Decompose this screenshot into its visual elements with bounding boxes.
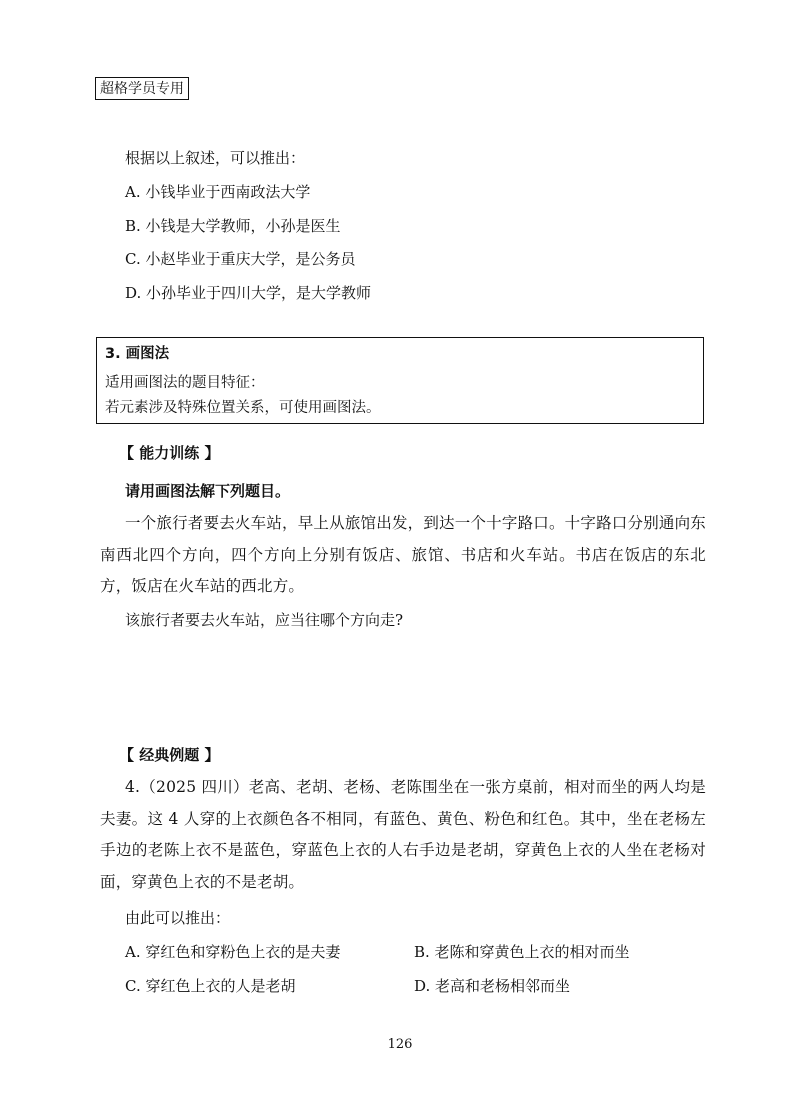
example-option-b: B. 老陈和穿黄色上衣的相对而坐 xyxy=(414,943,630,961)
option-d: D. 小孙毕业于四川大学，是大学教师 xyxy=(125,284,372,302)
method-box xyxy=(96,337,704,424)
example-option-c: C. 穿红色上衣的人是老胡 xyxy=(125,977,296,995)
training-question: 该旅行者要去火车站，应当往哪个方向走? xyxy=(125,611,404,629)
option-c: C. 小赵毕业于重庆大学，是公务员 xyxy=(125,250,356,268)
method-line-2: 若元素涉及特殊位置关系，可使用画图法。 xyxy=(105,400,381,416)
page-number: 126 xyxy=(387,1037,413,1052)
example-heading: 【 经典例题 】 xyxy=(119,746,220,764)
option-a: A. 小钱毕业于西南政法大学 xyxy=(125,183,311,201)
method-line-1: 适用画图法的题目特征： xyxy=(105,375,265,391)
training-heading: 【 能力训练 】 xyxy=(119,444,220,462)
example-prompt: 由此可以推出： xyxy=(125,909,231,927)
example-paragraph: 4.（2025 四川）老高、老胡、老杨、老陈围坐在一张方桌前，相对而坐的两人均是夫妻。这 4 人穿的上衣颜色各不相同，有蓝色、黄色、粉色和红色。其中，坐在老杨左手边的老陈上衣不是蓝色，穿蓝色上衣的人右手边是老胡，穿黄色上衣的人坐在老杨对面，穿黄色上衣的不是老胡。 xyxy=(100,778,706,891)
option-b: B. 小钱是大学教师，小孙是医生 xyxy=(125,217,341,235)
question-prompt: 根据以上叙述，可以推出： xyxy=(125,149,306,167)
example-option-d: D. 老高和老杨相邻而坐 xyxy=(414,977,571,995)
example-option-a: A. 穿红色和穿粉色上衣的是夫妻 xyxy=(125,943,341,961)
method-title: 3. 画图法 xyxy=(105,346,170,362)
header-tag: 超格学员专用 xyxy=(95,77,189,100)
training-instruction: 请用画图法解下列题目。 xyxy=(125,482,291,500)
training-paragraph: 一个旅行者要去火车站，早上从旅馆出发，到达一个十字路口。十字路口分别通向东南西北四个方向，四个方向上分别有饭店、旅馆、书店和火车站。书店在饭店的东北方，饭店在火车站的西北方。 xyxy=(100,514,706,595)
